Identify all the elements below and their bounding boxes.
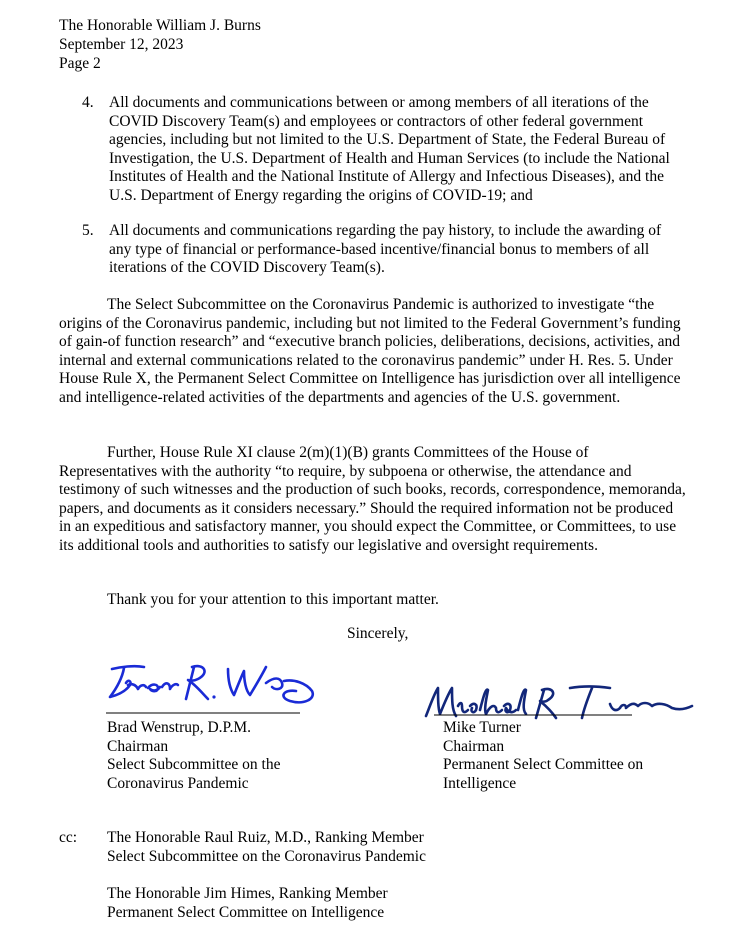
cc-recipient: [107, 885, 388, 922]
cc-recipient-line: The Honorable Raul Ruiz, M.D., Ranking Member: [107, 829, 424, 846]
signer-title: Chairman: [107, 737, 169, 755]
signer-org-line: Select Subcommittee on the: [107, 756, 281, 773]
page-number: Page 2: [59, 55, 101, 72]
signer-org-line: Coronavirus Pandemic: [107, 774, 249, 792]
request-text: All documents and communications between or among members of all iterations of the COVID Discovery Team(s) and employees or contractors of other federal government agencies, including but not limited to the U.S. Department of State, the Federal Bureau of Investigation, the U.S. Department of Health and Human Services (to include the National Institutes of Health and the National Institute of Allergy and Infectious Diseases), and the U.S. Department of Energy regarding the origins of COVID-19; and: [109, 94, 670, 204]
rule-xi-paragraph: Further, House Rule XI clause 2(m)(1)(B) grants Committees of the House of Representatives with the authority “to require, by subpoena or otherwise, the attendance and testimony of such witnesses and the production of such books, records, correspondence, memoranda, papers, and documents as it considers necessary.” Should the required information not be produced in an expeditious and satisfactory manner, you should expect the Committee, or Committees, to use its additional tools and authorities to satisfy our legislative and oversight requirements.: [59, 444, 686, 554]
signer-org-line: Intelligence: [443, 774, 517, 792]
authority-paragraph: The Select Subcommittee on the Coronavirus Pandemic is authorized to investigate “the origins of the Coronavirus pandemic, including but not limited to the Federal Government’s funding of gain-of function research” and “executive branch policies, deliberations, decisions, activities, and internal and external communications related to the coronavirus pandemic” under H. Res. 5. Under House Rule X, the Permanent Select Committee on Intelligence has jurisdiction over all intelligence and intelligence-related activities of the departments and agencies of the U.S. government.: [59, 296, 681, 406]
closing-salutation: Sincerely,: [347, 625, 409, 642]
cc-label: cc:: [59, 829, 78, 846]
cc-recipient-line: Select Subcommittee on the Coronavirus Pandemic: [107, 847, 426, 865]
request-text: All documents and communications regarding the pay history, to include the awarding of any type of financial or performance-based incentive/financial bonus to members of all iterations of the COVID Discovery Team(s).: [109, 222, 662, 276]
signer-org-line: Permanent Select Committee on: [443, 756, 644, 773]
signature-wenstrup: [100, 655, 340, 717]
signer-name: Brad Wenstrup, D.P.M.: [107, 719, 251, 736]
cc-recipient-line: The Honorable Jim Himes, Ranking Member: [107, 885, 388, 902]
signer-wenstrup: [107, 719, 280, 793]
thanks-paragraph: Thank you for your attention to this important matter.: [107, 591, 439, 608]
signer-turner: [443, 719, 643, 793]
request-item-5: [59, 222, 699, 278]
recipient-line: The Honorable William J. Burns: [59, 17, 261, 34]
cc-recipient-line: Permanent Select Committee on Intelligence: [107, 903, 385, 921]
request-number: 4.: [82, 94, 94, 111]
signer-title: Chairman: [443, 737, 505, 755]
letter-date: September 12, 2023: [59, 36, 184, 53]
request-item-4: [59, 94, 699, 205]
signer-name: Mike Turner: [443, 719, 521, 736]
cc-recipient: [107, 829, 426, 866]
letter-header: [59, 16, 261, 73]
request-number: 5.: [82, 222, 94, 239]
